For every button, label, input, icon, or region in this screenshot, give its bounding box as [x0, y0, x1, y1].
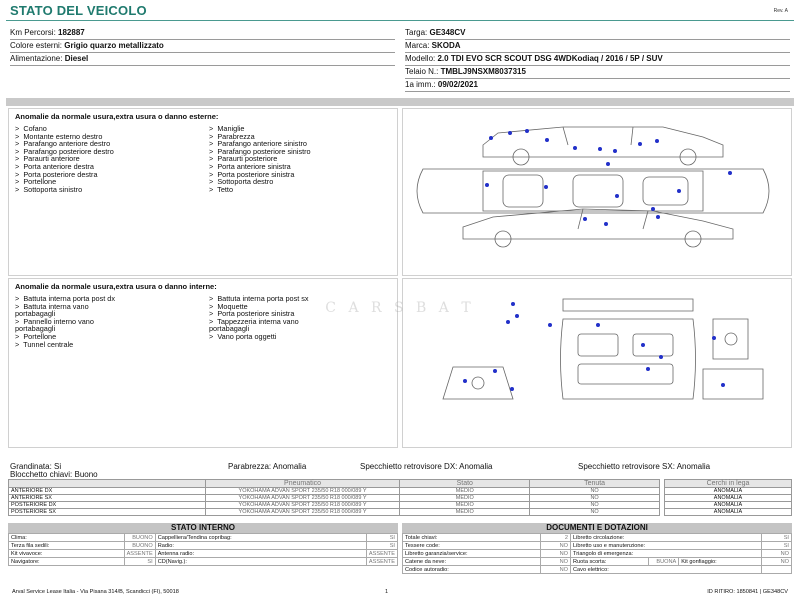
summary-blocchetto: Blocchetto chiavi: Buono [10, 470, 98, 479]
kv-label: Libretto uso e manutenzione: [571, 542, 762, 550]
table-row [403, 550, 792, 558]
damage-marker [544, 185, 548, 189]
damage-marker [604, 222, 608, 226]
kv-value: ASSENTE [366, 558, 397, 566]
list-item: > Porta posteriore sinistra [209, 169, 295, 179]
tyres-header-stato: Stato [400, 480, 530, 488]
list-item: > Portellone [15, 331, 57, 341]
kv-label: Totale chiavi: [403, 534, 541, 542]
kv-label: Navigatore: [9, 558, 125, 566]
info-telaio: Telaio N.: TMBLJ9NSXM8037315 [405, 66, 790, 79]
documenti-box [402, 523, 792, 574]
tyres-header-pneumatico: Pneumatico [205, 480, 400, 488]
list-item: portabagagli [15, 309, 56, 319]
info-alimentazione: Alimentazione: Diesel [10, 53, 395, 66]
damage-marker [506, 320, 510, 324]
kv-label: Kit gonfiaggio: [679, 558, 762, 566]
exterior-damage-list-2 [209, 125, 394, 193]
info-targa: Targa: GE348CV [405, 27, 790, 40]
damage-marker [651, 207, 655, 211]
stato-interno-title: STATO INTERNO [8, 523, 398, 533]
list-item: > Portellone [15, 177, 57, 187]
table-row [403, 534, 792, 542]
list-item: > Vano porta oggetti [209, 331, 277, 341]
kv-value: SI [124, 558, 155, 566]
kv-label: Triangolo di emergenza: [571, 550, 762, 558]
kv-value: SI [366, 542, 397, 550]
cerchi-value: ANOMALIA [665, 495, 792, 502]
list-item: > Parabrezza [209, 131, 255, 141]
table-row [403, 558, 792, 566]
damage-marker [493, 369, 497, 373]
damage-marker [641, 343, 645, 347]
list-item: > Battuta interna vano [15, 301, 89, 311]
kv-label: Libretto garanzia/service: [403, 550, 541, 558]
car-exterior-diagram [403, 109, 793, 277]
kv-label: Cappelliera/Tendina copribag: [155, 534, 366, 542]
list-item: > Parafango posteriore sinistro [209, 146, 311, 156]
info-colore: Colore esterni: Grigio quarzo metallizzato [10, 40, 395, 53]
list-item: portabagagli [209, 324, 250, 334]
table-row [9, 488, 660, 495]
documenti-title: DOCUMENTI E DOTAZIONI [402, 523, 792, 533]
damage-marker [655, 139, 659, 143]
exterior-diagram-panel [402, 108, 792, 276]
table-row [665, 502, 792, 509]
info-km: Km Percorsi: 182887 [10, 27, 395, 40]
damage-marker [712, 336, 716, 340]
damage-marker [510, 387, 514, 391]
tyre-position: ANTERIORE DX [9, 488, 206, 495]
cerchi-value: ANOMALIA [665, 502, 792, 509]
list-item: portabagagli [15, 324, 56, 334]
kv-value: NO [762, 558, 792, 566]
damage-marker [485, 183, 489, 187]
damage-marker [598, 147, 602, 151]
title-divider [6, 20, 794, 21]
tyre-stato: MEDIO [400, 509, 530, 516]
tyre-tenuta: NO [530, 495, 660, 502]
exterior-damage-panel [8, 108, 398, 276]
list-item: > Battuta interna porta post sx [209, 294, 309, 303]
tyres-header-position [9, 480, 206, 488]
list-item: > Porta posteriore sinistra [209, 309, 295, 319]
damage-marker [525, 129, 529, 133]
damage-marker [596, 323, 600, 327]
damage-marker [583, 217, 587, 221]
cerchi-value: ANOMALIA [665, 488, 792, 495]
tyre-model: YOKOHAMA ADVAN SPORT 235/50 R18 000/089 Y [205, 502, 400, 509]
damage-marker [613, 149, 617, 153]
kv-value: BUONO [124, 534, 155, 542]
list-item: > Moquette [209, 301, 248, 311]
table-row [403, 566, 792, 574]
interior-damage-title: Anomalie da normale usura,extra usura o danno interne: [15, 282, 217, 291]
list-item: > Sottoporta sinistro [15, 184, 83, 194]
tyre-stato: MEDIO [400, 502, 530, 509]
table-row [665, 488, 792, 495]
kv-value: SI [762, 534, 792, 542]
tyres-header-tenuta: Tenuta [530, 480, 660, 488]
watermark-text: C A R S B A T [325, 300, 475, 316]
list-item: > Tetto [209, 184, 234, 194]
kv-value: SI [762, 542, 792, 550]
tyre-tenuta: NO [530, 488, 660, 495]
kv-value: SI [366, 534, 397, 542]
exterior-damage-title: Anomalie da normale usura,extra usura o danno esterne: [15, 112, 219, 121]
table-row [665, 509, 792, 516]
list-item: > Montante esterno destro [15, 131, 103, 141]
damage-marker [659, 355, 663, 359]
tyre-stato: MEDIO [400, 495, 530, 502]
tyre-model: YOKOHAMA ADVAN SPORT 235/50 R18 000/089 Y [205, 488, 400, 495]
damage-marker [573, 146, 577, 150]
footer-company: Arval Service Lease Italia - Via Pisana 314/B, Scandicci (FI), 50018 [12, 589, 179, 595]
kv-label: Libretto circolazione: [571, 534, 762, 542]
tyre-position: POSTERIORE SX [9, 509, 206, 516]
damage-marker [721, 383, 725, 387]
info-immatricolazione: 1a imm.: 09/02/2021 [405, 79, 790, 92]
stato-interno-box [8, 523, 398, 566]
kv-label: Radio: [155, 542, 366, 550]
kv-value: NO [541, 542, 571, 550]
tyre-tenuta: NO [530, 502, 660, 509]
tyre-stato: MEDIO [400, 488, 530, 495]
kv-label: Cavo elettrico: [571, 566, 762, 574]
damage-marker [545, 138, 549, 142]
damage-marker [656, 215, 660, 219]
kv-label: Clima: [9, 534, 125, 542]
kv-value: NO [541, 566, 571, 574]
list-item: > Battuta interna porta post dx [15, 294, 115, 303]
list-item: > Tappezzeria interna vano [209, 316, 299, 326]
damage-marker [489, 136, 493, 140]
table-row [9, 534, 398, 542]
interior-damage-list-1 [15, 295, 210, 348]
kv-value: NO [541, 550, 571, 558]
exterior-damage-list-1 [15, 125, 210, 193]
list-item: > Cofano [15, 124, 47, 133]
kv-value: ASSENTE [124, 550, 155, 558]
list-item: > Parafango posteriore destro [15, 146, 114, 156]
list-item: > Paraurti posteriore [209, 154, 278, 164]
page-title: STATO DEL VEICOLO [10, 3, 147, 18]
table-row [9, 542, 398, 550]
kv-label: Ruota scorta: [571, 558, 649, 566]
list-item: > Tunnel centrale [15, 339, 74, 349]
info-modello: Modello: 2.0 TDI EVO SCR SCOUT DSG 4WDKodiaq / 2016 / 5P / SUV [405, 53, 790, 66]
kv-value [762, 566, 792, 574]
kv-value: NO [541, 558, 571, 566]
kv-label: Codice autoradio: [403, 566, 541, 574]
list-item: > Porta anteriore destra [15, 161, 94, 171]
damage-marker [548, 323, 552, 327]
tyre-model: YOKOHAMA ADVAN SPORT 235/50 R18 000/089 Y [205, 509, 400, 516]
table-row [9, 558, 398, 566]
summary-specchietto-dx: Specchietto retrovisore DX: Anomalia [360, 462, 493, 471]
tyre-tenuta: NO [530, 509, 660, 516]
table-row [9, 509, 660, 516]
table-row [665, 495, 792, 502]
summary-grandinata: Grandinata: Si [10, 462, 62, 471]
damage-marker [508, 131, 512, 135]
vehicle-info-left [10, 27, 395, 66]
cerchi-header: Cerchi in lega [665, 480, 792, 488]
footer-page-number: 1 [385, 589, 389, 595]
tyres-table [8, 479, 660, 516]
kv-label: Terza fila sedili: [9, 542, 125, 550]
kv-label: Antenna radio: [155, 550, 366, 558]
stato-interno-table [8, 533, 398, 566]
cerchi-value: ANOMALIA [665, 509, 792, 516]
kv-label: Kit vivavoce: [9, 550, 125, 558]
damage-marker [646, 367, 650, 371]
revision-label: Rev. A [773, 8, 788, 14]
info-marca: Marca: SKODA [405, 40, 790, 53]
kv-value: ASSENTE [366, 550, 397, 558]
table-row [9, 495, 660, 502]
kv-label: Tessere code: [403, 542, 541, 550]
cerchi-table [664, 479, 792, 516]
kv-value: 2 [541, 534, 571, 542]
kv-value: NO [762, 550, 792, 558]
table-row [9, 550, 398, 558]
list-item: > Parafango anteriore sinistro [209, 139, 307, 149]
tyre-model: YOKOHAMA ADVAN SPORT 235/50 R18 000/089 Y [205, 495, 400, 502]
summary-specchietto-sx: Specchietto retrovisore SX: Anomalia [578, 462, 711, 471]
list-item: > Maniglie [209, 124, 245, 133]
damage-marker [728, 171, 732, 175]
table-row [9, 502, 660, 509]
damage-marker [638, 142, 642, 146]
kv-label: CD(Navig.): [155, 558, 366, 566]
vehicle-info-right [405, 27, 790, 92]
damage-marker [615, 194, 619, 198]
tyre-position: POSTERIORE DX [9, 502, 206, 509]
list-item: > Porta posteriore destra [15, 169, 98, 179]
list-item: > Pannello interno vano [15, 316, 94, 326]
list-item: > Paraurti anteriore [15, 154, 80, 164]
summary-parabrezza: Parabrezza: Anomalia [228, 462, 307, 471]
kv-value: BUONA [649, 558, 679, 566]
table-row [403, 542, 792, 550]
damage-marker [463, 379, 467, 383]
list-item: > Sottoporta destro [209, 177, 274, 187]
damage-marker [677, 189, 681, 193]
footer-id: ID RITIRO: 1850841 | GE348CV [707, 589, 788, 595]
list-item: > Porta anteriore sinistra [209, 161, 291, 171]
documenti-table [402, 533, 792, 574]
kv-value: BUONO [124, 542, 155, 550]
kv-label: Catene da neve: [403, 558, 541, 566]
list-item: > Parafango anteriore destro [15, 139, 111, 149]
damage-marker [606, 162, 610, 166]
section-bar [6, 98, 794, 106]
tyre-position: ANTERIORE SX [9, 495, 206, 502]
